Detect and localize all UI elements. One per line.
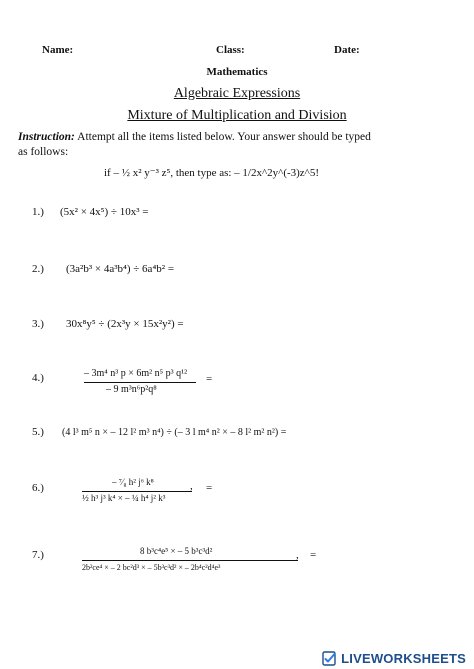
item-6-trail: , [190, 480, 193, 492]
subject-heading: Mathematics [206, 66, 268, 78]
item-6-denominator: ½ h³ j³ k⁴ × – ¼ h⁴ j² k³ [82, 493, 166, 503]
instruction-example: if – ½ x² y⁻³ z⁵, then type as: – 1/2x^2y^(-3)z^5! [104, 167, 320, 179]
item-2-number: 2.) [32, 263, 44, 275]
item-6-equals: = [206, 482, 213, 494]
item-3-number: 3.) [32, 318, 44, 330]
instruction-line2: as follows: [18, 146, 69, 158]
item-4-equals: = [206, 373, 213, 385]
instruction-text: Attempt all the items listed below. Your answer should be typed [77, 131, 371, 143]
item-6-numerator: – ⁷⁄₈ h² j⁶ k⁸ [112, 477, 154, 487]
item-6-fraction-bar [82, 491, 192, 492]
item-7-equals: = [310, 549, 317, 561]
class-label: Class: [216, 44, 245, 56]
instruction-label: Instruction: [18, 131, 75, 143]
item-5-expression: (4 l³ m⁵ n × – 12 l² m³ n⁴) ÷ (– 3 l m⁴ n² × – 8 l² m² n²) = [62, 427, 287, 438]
item-4-fraction-bar [84, 382, 196, 383]
item-4-numerator: – 3m⁴ n³ p × 6m² n⁵ p³ q¹² [84, 368, 188, 379]
item-7-denominator: 2b²ce⁴ × – 2 bc²d³ × – 5b³c³d² × – 2b⁴c²d⁴e³ [82, 563, 221, 572]
item-7-number: 7.) [32, 549, 44, 561]
item-7-fraction-bar [82, 560, 298, 561]
item-3-expression: 30x⁸y⁵ ÷ (2x³y × 15x²y²) = [66, 318, 184, 330]
item-4-denominator: – 9 m³n⁶p²q⁸ [106, 384, 157, 395]
page-subtitle: Mixture of Multiplication and Division [127, 108, 347, 123]
instruction-line1 [18, 131, 371, 143]
item-1-number: 1.) [32, 206, 44, 218]
liveworksheets-logo-icon [322, 650, 338, 666]
item-7-trail: , [296, 549, 299, 561]
item-5-number: 5.) [32, 426, 44, 438]
liveworksheets-brand-text: LIVEWORKSHEETS [341, 650, 466, 666]
item-1-expression: (5x² × 4x⁵) ÷ 10x³ = [60, 206, 149, 218]
item-4-number: 4.) [32, 372, 44, 384]
item-2-expression: (3a²b³ × 4a³b⁴) ÷ 6a⁴b² = [66, 263, 175, 275]
name-label: Name: [42, 44, 74, 56]
page-title: Algebraic Expressions [173, 86, 301, 101]
date-label: Date: [334, 44, 360, 56]
liveworksheets-logo [322, 650, 466, 666]
item-6-number: 6.) [32, 482, 44, 494]
item-7-numerator: 8 b³c⁴e⁵ × – 5 b³c³d² [140, 546, 213, 556]
